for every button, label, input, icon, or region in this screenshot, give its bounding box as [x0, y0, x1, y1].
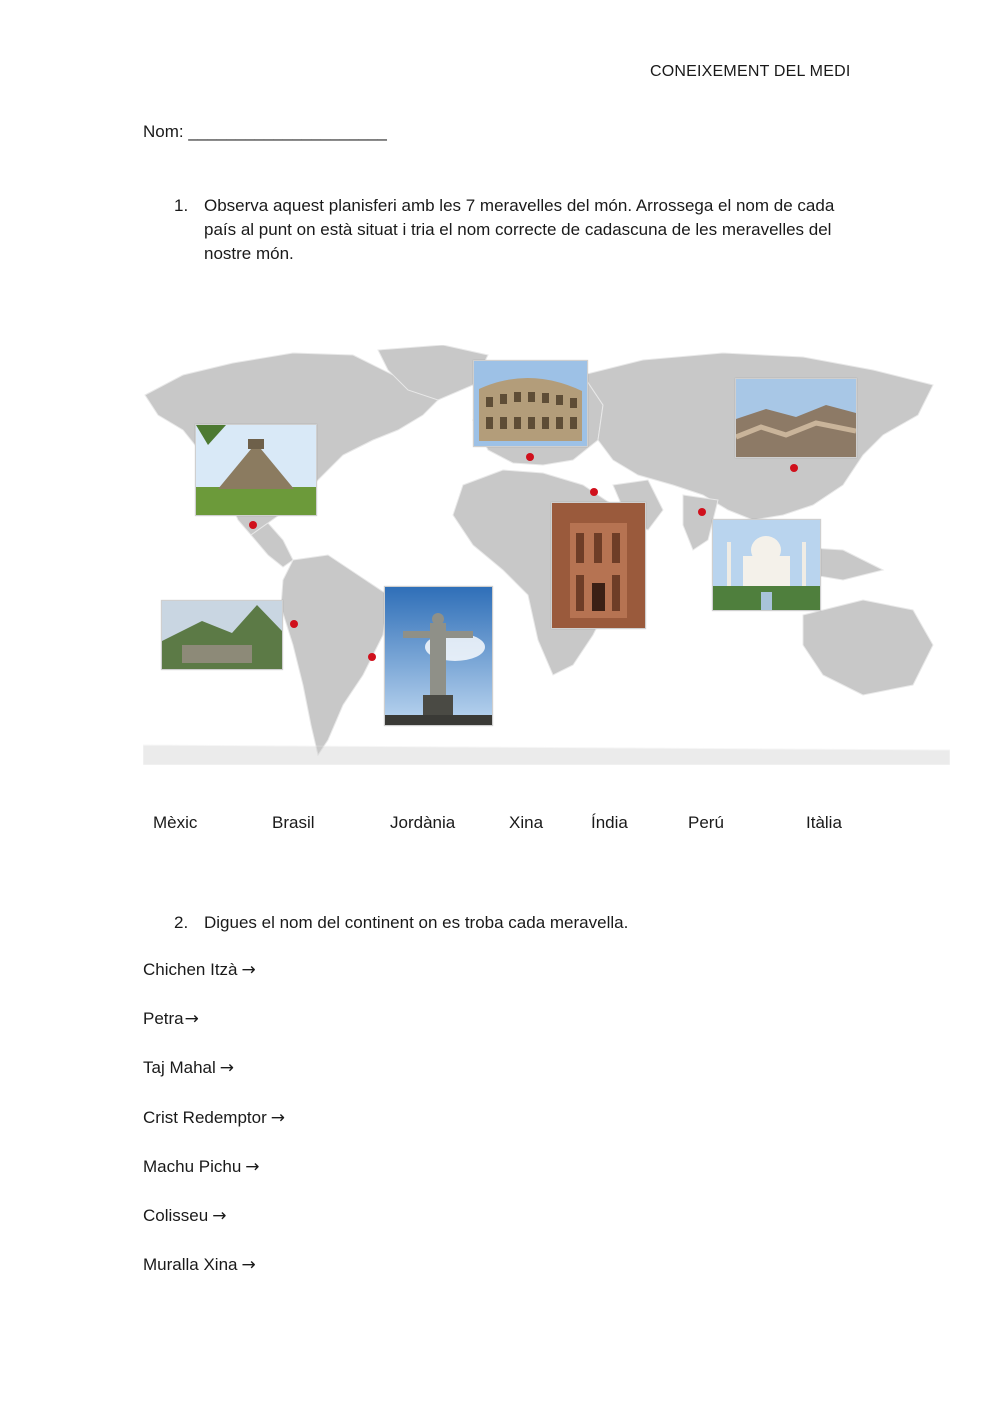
machu-picchu-image — [162, 601, 282, 669]
world-map — [143, 345, 950, 765]
photo-chichen-itza — [195, 424, 317, 516]
answer-label: Crist Redemptor — [143, 1108, 267, 1127]
arrow-right-icon: → — [270, 1108, 286, 1128]
country-label-xina[interactable]: Xina — [509, 813, 544, 832]
marker-india — [698, 508, 706, 516]
chichen-itza-image — [196, 425, 316, 515]
question-1-number: 1. — [174, 196, 189, 215]
continent-antarctica — [143, 745, 950, 765]
arrow-right-icon: → — [219, 1058, 235, 1078]
country-label-jordania[interactable]: Jordània — [390, 813, 456, 832]
arrow-right-icon: → — [184, 1009, 199, 1029]
answer-row-taj-mahal[interactable] — [143, 1058, 234, 1078]
country-label-india[interactable]: Índia — [591, 813, 628, 832]
answer-row-petra[interactable] — [143, 1009, 199, 1029]
arrow-right-icon: → — [245, 1157, 260, 1177]
christ-redeemer-image — [385, 587, 492, 725]
marker-jordan — [590, 488, 598, 496]
great-wall-image — [736, 379, 856, 457]
country-label-brasil[interactable]: Brasil — [272, 813, 315, 832]
colosseum-image — [474, 361, 587, 446]
country-label-italia[interactable]: Itàlia — [806, 813, 842, 832]
taj-mahal-image — [713, 520, 820, 610]
photo-colosseum — [473, 360, 588, 447]
question-1-text: Observa aquest planisferi amb les 7 meravelles del món. Arrossega el nom de cada país al punt on està situat i tria el nom correcte de cadascuna de les meravelles del nostre món. — [204, 196, 835, 263]
answer-row-machu-pichu[interactable] — [143, 1157, 260, 1177]
question-2 — [174, 911, 854, 935]
petra-image — [552, 503, 645, 628]
name-field[interactable]: Nom: _____________________ — [143, 122, 387, 141]
marker-brazil — [368, 653, 376, 661]
photo-great-wall — [735, 378, 857, 458]
continent-australia — [803, 600, 933, 695]
answer-row-crist-redemptor[interactable] — [143, 1108, 285, 1128]
question-1 — [174, 194, 854, 266]
country-label-peru[interactable]: Perú — [688, 813, 724, 832]
country-label-mexic[interactable]: Mèxic — [153, 813, 198, 832]
marker-peru — [290, 620, 298, 628]
answer-label: Colisseu — [143, 1206, 209, 1225]
arrow-right-icon: → — [212, 1206, 227, 1226]
question-2-text: Digues el nom del continent on es troba cada meravella. — [204, 913, 629, 932]
answer-row-chichen-itza[interactable] — [143, 960, 256, 980]
marker-mexico — [249, 521, 257, 529]
marker-china — [790, 464, 798, 472]
marker-italy — [526, 453, 534, 461]
answer-label: Machu Pichu — [143, 1157, 242, 1176]
answer-label: Taj Mahal — [143, 1058, 216, 1077]
answer-row-muralla-xina[interactable] — [143, 1255, 256, 1275]
arrow-right-icon: → — [241, 960, 256, 980]
photo-christ-redeemer — [384, 586, 493, 726]
answer-row-colisseu[interactable] — [143, 1206, 226, 1226]
photo-petra — [551, 502, 646, 629]
question-2-number: 2. — [174, 913, 189, 932]
answer-label: Muralla Xina — [143, 1255, 238, 1274]
arrow-right-icon: → — [241, 1255, 256, 1275]
answer-label: Petra — [143, 1009, 184, 1028]
answer-label: Chichen Itzà — [143, 960, 238, 979]
photo-machu-picchu — [161, 600, 283, 670]
photo-taj-mahal — [712, 519, 821, 611]
page-header-subject: CONEIXEMENT DEL MEDI — [650, 63, 851, 80]
